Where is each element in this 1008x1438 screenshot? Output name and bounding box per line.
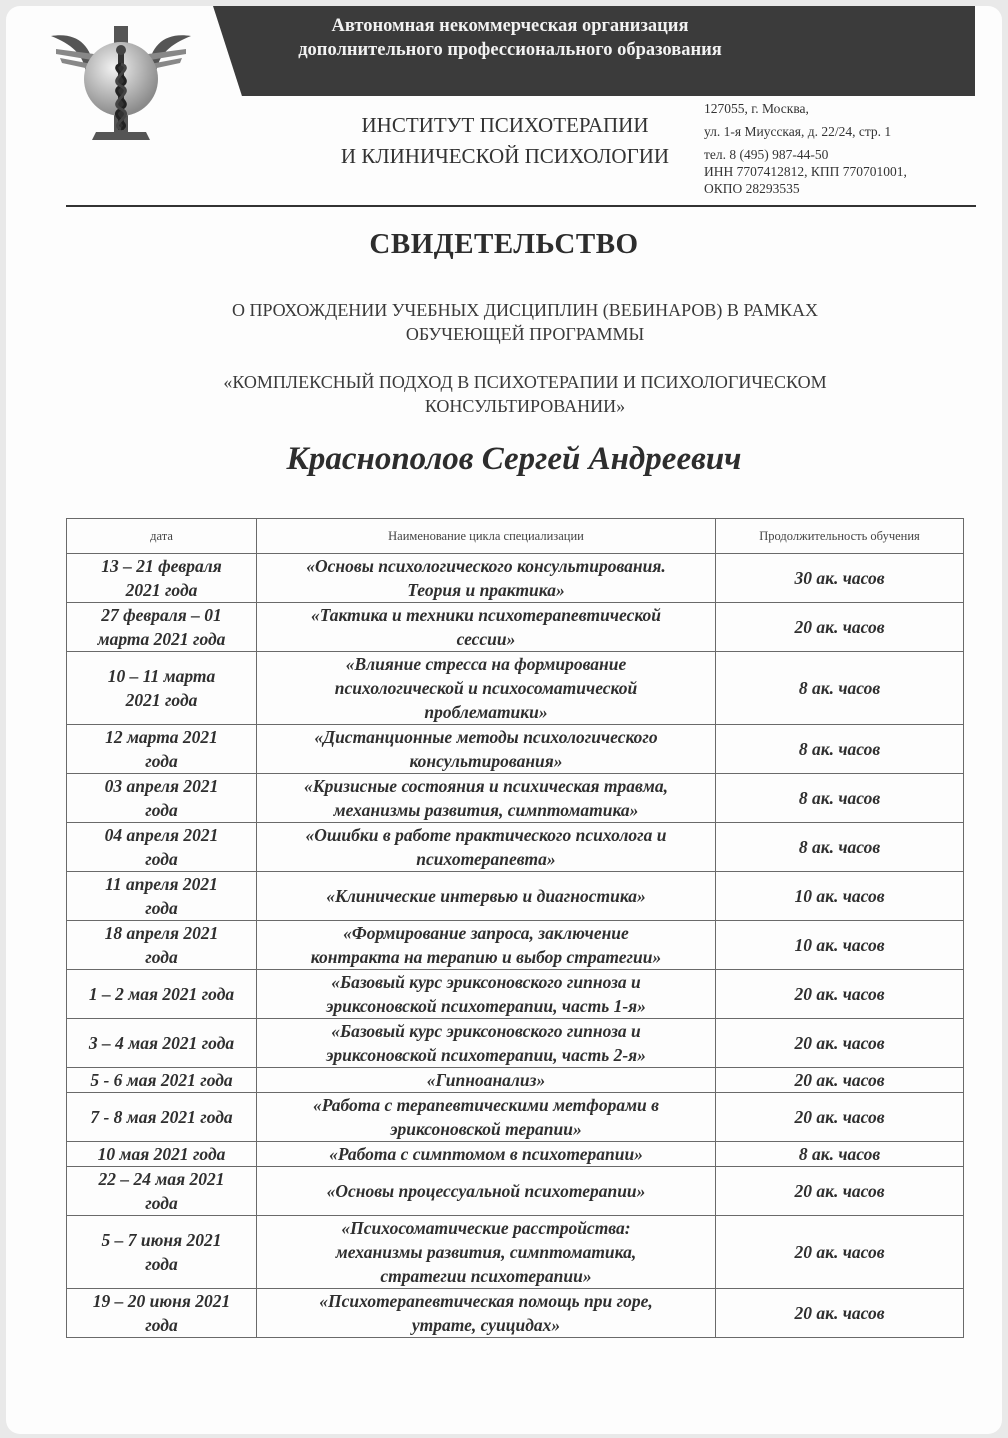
course-cell bbox=[257, 1216, 716, 1289]
course-cell bbox=[257, 652, 716, 725]
course-cell-line: «Влияние стресса на формирование bbox=[345, 654, 627, 674]
course-cell bbox=[257, 1167, 716, 1216]
course-cell-line: «Основы психологического консультирования. bbox=[306, 556, 666, 576]
date-cell-line: 3 – 4 мая 2021 года bbox=[88, 1033, 235, 1053]
table-row bbox=[67, 774, 964, 823]
table-row bbox=[67, 921, 964, 970]
course-cell bbox=[257, 1068, 716, 1093]
date-cell-line: 18 апреля 2021 bbox=[104, 923, 219, 943]
okpo-line: ОКПО 28293535 bbox=[704, 181, 800, 196]
course-cell-line: «Работа с терапевтическими метфорами в bbox=[313, 1095, 659, 1115]
institute-address bbox=[704, 100, 984, 197]
duration-cell: 20 ак. часов bbox=[716, 1167, 964, 1216]
date-cell-line: года bbox=[145, 800, 178, 820]
date-cell-line: 11 апреля 2021 bbox=[105, 874, 218, 894]
course-cell-line: «Кризисные состояния и психическая травма, bbox=[304, 776, 668, 796]
date-cell-line: 10 – 11 марта bbox=[107, 666, 216, 686]
date-cell-line: 22 – 24 мая 2021 bbox=[98, 1169, 225, 1189]
course-cell-line: консультирования» bbox=[409, 751, 563, 771]
institute-line: И КЛИНИЧЕСКОЙ ПСИХОЛОГИИ bbox=[340, 144, 670, 168]
date-cell bbox=[67, 823, 257, 872]
date-cell-line: года bbox=[145, 1315, 178, 1335]
date-cell bbox=[67, 774, 257, 823]
course-cell bbox=[257, 1019, 716, 1068]
date-cell bbox=[67, 1019, 257, 1068]
header-duration: Продолжительность обучения bbox=[716, 519, 964, 554]
course-cell-line: психологической и психосоматической bbox=[334, 678, 638, 698]
course-cell bbox=[257, 1093, 716, 1142]
table-header-row bbox=[67, 519, 964, 554]
date-cell-line: года bbox=[145, 1193, 178, 1213]
table-row bbox=[67, 1167, 964, 1216]
date-cell-line: года bbox=[145, 947, 178, 967]
duration-cell: 10 ак. часов bbox=[716, 872, 964, 921]
duration-cell: 8 ак. часов bbox=[716, 652, 964, 725]
course-cell bbox=[257, 554, 716, 603]
course-cell bbox=[257, 1289, 716, 1338]
date-cell-line: 2021 года bbox=[125, 580, 198, 600]
course-cell-line: «Основы процессуальной психотерапии» bbox=[326, 1181, 646, 1201]
table-row bbox=[67, 872, 964, 921]
duration-cell: 20 ак. часов bbox=[716, 603, 964, 652]
table-row bbox=[67, 1019, 964, 1068]
date-cell bbox=[67, 970, 257, 1019]
courses-table bbox=[66, 518, 964, 1338]
header-course: Наименование цикла специализации bbox=[257, 519, 716, 554]
duration-cell: 20 ак. часов bbox=[716, 1289, 964, 1338]
date-cell bbox=[67, 554, 257, 603]
date-cell bbox=[67, 1093, 257, 1142]
date-cell-line: 5 – 7 июня 2021 bbox=[101, 1230, 222, 1250]
header-divider bbox=[66, 205, 976, 207]
table-row bbox=[67, 1289, 964, 1338]
date-cell bbox=[67, 1142, 257, 1167]
course-cell-line: «Работа с симптомом в психотерапии» bbox=[329, 1144, 643, 1164]
table-row bbox=[67, 603, 964, 652]
date-cell bbox=[67, 1167, 257, 1216]
course-cell-line: контракта на терапию и выбор стратегии» bbox=[310, 947, 662, 967]
date-cell-line: года bbox=[145, 898, 178, 918]
subtitle-line: О ПРОХОЖДЕНИИ УЧЕБНЫХ ДИСЦИПЛИН (ВЕБИНАРОВ) В РАМКАХ bbox=[231, 300, 819, 320]
date-cell-line: 13 – 21 февраля bbox=[101, 556, 222, 576]
table-row bbox=[67, 725, 964, 774]
date-cell bbox=[67, 872, 257, 921]
date-cell bbox=[67, 921, 257, 970]
course-cell-line: «Ошибки в работе практического психолога и bbox=[305, 825, 667, 845]
course-cell bbox=[257, 872, 716, 921]
course-cell-line: «Базовый курс эриксоновского гипноза и bbox=[331, 1021, 641, 1041]
table-row bbox=[67, 554, 964, 603]
course-cell-line: психотерапевта» bbox=[416, 849, 556, 869]
course-cell-line: эриксоновской терапии» bbox=[390, 1119, 582, 1139]
course-cell-line: механизмы развития, симптоматика, bbox=[335, 1242, 637, 1262]
document-subtitle bbox=[150, 298, 900, 346]
course-cell bbox=[257, 725, 716, 774]
date-cell-line: 04 апреля 2021 bbox=[104, 825, 219, 845]
banner-line: дополнительного профессионального образования bbox=[298, 40, 722, 60]
phone-line: тел. 8 (495) 987-44-50 bbox=[704, 147, 829, 162]
course-cell-line: проблематики» bbox=[424, 702, 548, 722]
table-row bbox=[67, 1216, 964, 1289]
course-cell bbox=[257, 823, 716, 872]
duration-cell: 20 ак. часов bbox=[716, 1216, 964, 1289]
course-cell-line: «Формирование запроса, заключение bbox=[343, 923, 629, 943]
duration-cell: 20 ак. часов bbox=[716, 1068, 964, 1093]
date-cell-line: 2021 года bbox=[125, 690, 198, 710]
duration-cell: 8 ак. часов bbox=[716, 774, 964, 823]
table-row bbox=[67, 652, 964, 725]
table-row bbox=[67, 1142, 964, 1167]
date-cell-line: года bbox=[145, 751, 178, 771]
course-cell bbox=[257, 774, 716, 823]
date-cell-line: года bbox=[145, 1254, 178, 1274]
duration-cell: 20 ак. часов bbox=[716, 1019, 964, 1068]
date-cell bbox=[67, 603, 257, 652]
organization-type bbox=[250, 14, 770, 62]
course-cell bbox=[257, 603, 716, 652]
course-cell-line: механизмы развития, симптоматика» bbox=[333, 800, 639, 820]
address-line: 127055, г. Москва, bbox=[704, 101, 809, 116]
date-cell-line: 27 февраля – 01 bbox=[101, 605, 222, 625]
date-cell-line: 19 – 20 июня 2021 bbox=[92, 1291, 231, 1311]
recipient-name: Краснополов Сергей Андреевич bbox=[286, 441, 742, 477]
date-cell-line: 03 апреля 2021 bbox=[104, 776, 219, 796]
duration-cell: 10 ак. часов bbox=[716, 921, 964, 970]
table-row bbox=[67, 970, 964, 1019]
table-row bbox=[67, 1093, 964, 1142]
course-cell-line: «Базовый курс эриксоновского гипноза и bbox=[331, 972, 641, 992]
program-line: «КОМПЛЕКСНЫЙ ПОДХОД В ПСИХОТЕРАПИИ И ПСИХОЛОГИЧЕСКОМ bbox=[223, 372, 827, 392]
date-cell-line: 10 мая 2021 года bbox=[97, 1144, 226, 1164]
date-cell-line: марта 2021 года bbox=[97, 629, 226, 649]
duration-cell: 8 ак. часов bbox=[716, 1142, 964, 1167]
date-cell bbox=[67, 652, 257, 725]
document-title: СВИДЕТЕЛЬСТВО bbox=[369, 228, 639, 260]
address-line: ул. 1-я Миусская, д. 22/24, стр. 1 bbox=[704, 124, 892, 139]
course-cell-line: сессии» bbox=[456, 629, 516, 649]
course-cell bbox=[257, 1142, 716, 1167]
course-cell bbox=[257, 970, 716, 1019]
program-line: КОНСУЛЬТИРОВАНИИ» bbox=[424, 396, 626, 416]
course-cell-line: «Тактика и техники психотерапевтической bbox=[310, 605, 662, 625]
course-cell-line: «Дистанционные методы психологического bbox=[314, 727, 658, 747]
date-cell-line: 5 - 6 мая 2021 года bbox=[90, 1070, 233, 1090]
course-cell-line: утрате, суицидах» bbox=[411, 1315, 561, 1335]
date-cell-line: года bbox=[145, 849, 178, 869]
duration-cell: 8 ак. часов bbox=[716, 725, 964, 774]
course-cell bbox=[257, 921, 716, 970]
table-row bbox=[67, 1068, 964, 1093]
duration-cell: 20 ак. часов bbox=[716, 970, 964, 1019]
table-row bbox=[67, 823, 964, 872]
date-cell-line: 1 – 2 мая 2021 года bbox=[88, 984, 235, 1004]
institute-name bbox=[300, 110, 710, 172]
course-cell-line: «Клинические интервью и диагностика» bbox=[326, 886, 646, 906]
program-name bbox=[150, 370, 900, 418]
institute-line: ИНСТИТУТ ПСИХОТЕРАПИИ bbox=[361, 113, 649, 137]
course-cell-line: стратегии психотерапии» bbox=[380, 1266, 592, 1286]
date-cell-line: 12 марта 2021 bbox=[105, 727, 218, 747]
duration-cell: 20 ак. часов bbox=[716, 1093, 964, 1142]
duration-cell: 30 ак. часов bbox=[716, 554, 964, 603]
course-cell-line: «Гипноанализ» bbox=[426, 1070, 546, 1090]
date-cell bbox=[67, 1216, 257, 1289]
tax-ids-line: ИНН 7707412812, КПП 770701001, bbox=[704, 164, 907, 179]
course-cell-line: эриксоновской психотерапии, часть 2-я» bbox=[326, 1045, 646, 1065]
psychology-caduceus-logo bbox=[46, 14, 196, 144]
course-cell-line: «Психосоматические расстройства: bbox=[341, 1218, 631, 1238]
date-cell-line: 7 - 8 мая 2021 года bbox=[90, 1107, 233, 1127]
date-cell bbox=[67, 1289, 257, 1338]
header-date: дата bbox=[67, 519, 257, 554]
banner-line: Автономная некоммерческая организация bbox=[331, 16, 689, 36]
date-cell bbox=[67, 1068, 257, 1093]
course-cell-line: «Психотерапевтическая помощь при горе, bbox=[319, 1291, 653, 1311]
course-cell-line: Теория и практика» bbox=[407, 580, 565, 600]
date-cell bbox=[67, 725, 257, 774]
duration-cell: 8 ак. часов bbox=[716, 823, 964, 872]
subtitle-line: ОБУЧЕЮЩЕЙ ПРОГРАММЫ bbox=[405, 324, 645, 344]
course-cell-line: эриксоновской психотерапии, часть 1-я» bbox=[326, 996, 646, 1016]
